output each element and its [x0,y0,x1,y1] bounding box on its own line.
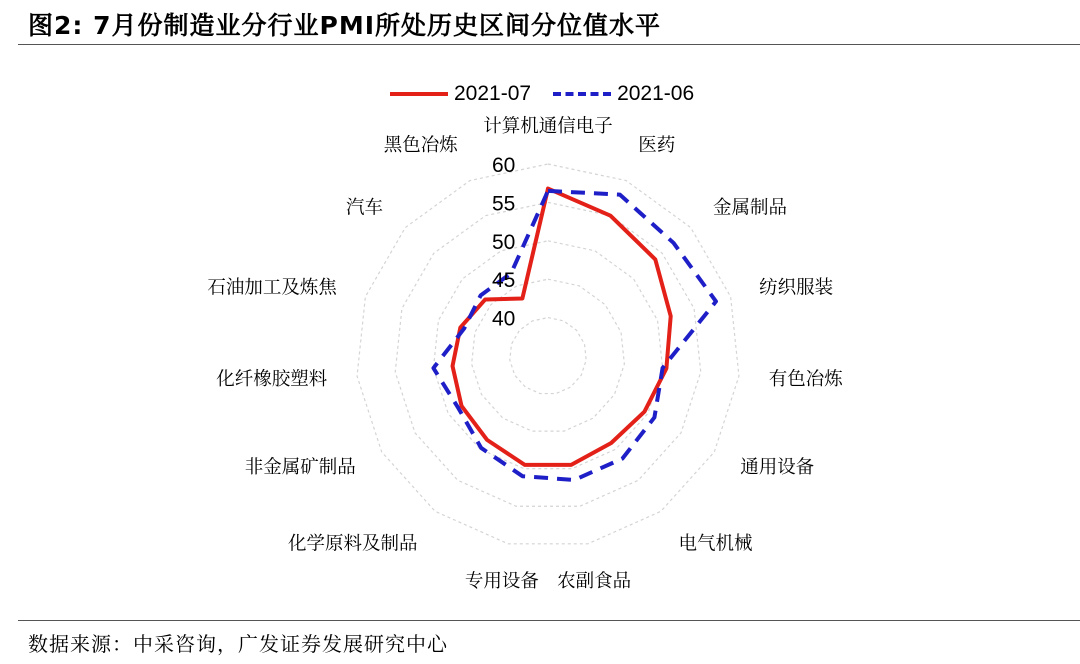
legend-label: 2021-07 [454,82,532,105]
category-label: 纺织服装 [759,277,834,299]
category-label: 化纤橡胶塑料 [216,369,328,391]
category-label: 黑色冶炼 [383,135,458,157]
source-note: 数据来源：中采咨询，广发证券发展研究中心 [28,632,448,656]
series-line-2021-06 [433,191,716,480]
radial-tick-label: 40 [492,307,516,331]
category-label: 有色冶炼 [768,369,843,391]
radial-tick-label: 55 [492,192,516,216]
radial-tick-label: 50 [492,230,516,254]
radar-gridline [472,279,625,431]
legend-label: 2021-06 [617,82,695,105]
radar-gridline [433,241,662,469]
category-label: 电气机械 [678,533,753,555]
radar-gridline [510,318,586,394]
category-label: 专用设备 [464,571,539,593]
radial-tick-label: 60 [492,154,516,177]
radar-gridline [357,164,739,544]
category-label: 农副食品 [557,571,632,593]
category-label: 非金属矿制品 [244,457,356,478]
category-label: 化学原料及制品 [287,533,418,555]
source-divider [18,620,1080,621]
category-label: 通用设备 [740,457,815,478]
category-label: 石油加工及炼焦 [207,277,337,299]
category-label: 汽车 [346,197,384,219]
category-label: 医药 [638,135,676,157]
category-label: 金属制品 [712,197,787,219]
radial-tick-label: 45 [492,269,516,293]
radar-gridline [395,202,701,506]
chart-title: 图2: 7月份制造业分行业PMI所处历史区间分位值水平 [28,11,661,40]
series-line-2021-07 [453,189,671,465]
category-label: 计算机通信电子 [483,116,613,137]
